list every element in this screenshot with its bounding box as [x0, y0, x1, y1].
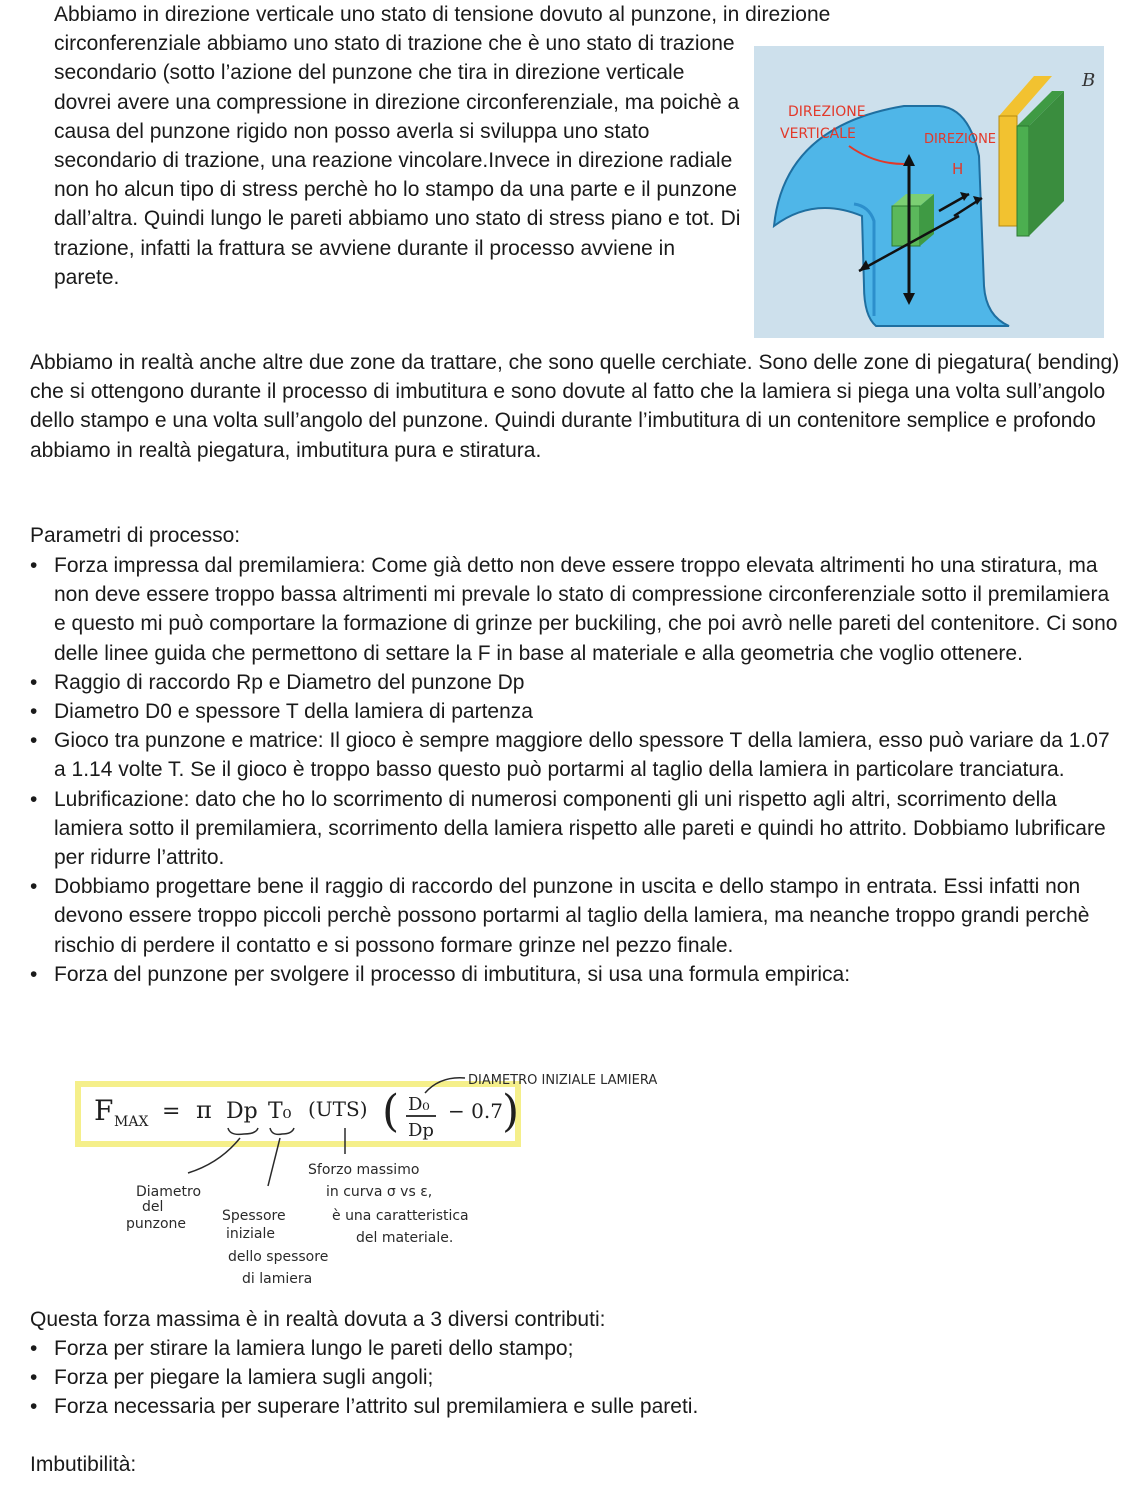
note-uts-3: è una caratteristica [332, 1208, 469, 1224]
formula-sub: MAX [114, 1114, 149, 1130]
formula-t0: T₀ [268, 1099, 292, 1124]
formula-f: F [94, 1094, 114, 1127]
formula-paren-open: ( [382, 1086, 400, 1137]
imbutibilita-heading: Imbutibilità: [30, 1453, 137, 1476]
figure-label-h: H [952, 160, 964, 178]
formula-dp: Dp [226, 1099, 258, 1124]
figure-label-vertical-1: DIREZIONE [788, 104, 866, 120]
intro-text: circonferenziale abbiamo uno stato di trazione che è uno stato di trazione secondario (sotto l’azione del punzone che tira in direzione verticale dovrei avere una compressione in direzione circonferenziale, ma poichè a causa del punzone rigido non posso averla si sviluppa uno stato secondario di trazione, una reazione vincolare.Invece in direzione radiale non ho alcun tipo di stress perchè ho lo stampo da una parte e il punzone dall’altra. Quindi lungo le pareti abbiamo uno stato di stress piano e tot. Di trazione, infatti la frattura se avviene durante il processo avviene in parete. [54, 32, 741, 289]
contrib-list [30, 1334, 1120, 1422]
list-item: • Raggio di raccordo Rp e Diametro del punzone Dp [30, 668, 1125, 697]
list-item: • Forza impressa dal premilamiera: Come già detto non deve essere troppo elevata altrimenti ho una stiratura, ma non deve essere troppo bassa altrimenti mi prevale lo stato di compressione circonferenziale sotto il premilamiera e questo mi può comportare la formazione di grinze per buckiling, che poi avrò nelle pareti del contenitore. Ci sono delle linee guida che permettono di settare la F in base al materiale e alla geometria che voglio ottenere. [30, 551, 1125, 668]
formula-frac-num: D₀ [408, 1094, 430, 1115]
formula-eq: = [162, 1099, 181, 1124]
note-dp-1: Diametro [136, 1184, 202, 1200]
intro-line-1: Abbiamo in direzione verticale uno stato di tensione dovuto al punzone, in direzione [54, 3, 831, 26]
note-uts-4: del materiale. [356, 1230, 454, 1246]
list-item: • Forza necessaria per superare l’attrito sul premilamiera e sulle pareti. [30, 1392, 1120, 1421]
figure-label-dir: DIREZIONE [924, 132, 997, 147]
params-list [30, 551, 1125, 989]
list-item: • Forza per stirare la lamiera lungo le pareti dello stampo; [30, 1334, 1120, 1363]
formula-uts: (UTS) [308, 1097, 368, 1121]
note-t0-3: dello spessore [228, 1249, 329, 1265]
list-item: • Diametro D0 e spessore T della lamiera di partenza [30, 697, 1125, 726]
note-uts-2: in curva σ vs ε, [326, 1184, 433, 1200]
note-dp-2: del [142, 1199, 164, 1215]
note-t0-2: iniziale [226, 1226, 275, 1242]
formula-minus: − 0.7 [448, 1099, 503, 1123]
formula-pi: π [196, 1096, 212, 1124]
note-dp-3: punzone [126, 1216, 187, 1232]
contrib-heading: Questa forza massima è in realtà dovuta a 3 diversi contributi: [30, 1308, 606, 1331]
figure-label-b: B [1082, 70, 1096, 91]
params-heading: Parametri di processo: [30, 524, 241, 547]
list-item: • Lubrificazione: dato che ho lo scorrimento di numerosi componenti gli uni rispetto agli altri, scorrimento della lamiera sotto il premilamiera, scorrimento della lamiera rispetto alle pareti e quindi ho attrito. Dobbiamo lubrificare per ridurre l’attrito. [30, 785, 1125, 873]
list-item: • Forza del punzone per svolgere il processo di imbutitura, si usa una formula empirica: [30, 960, 1125, 989]
bending-paragraph: Abbiamo in realtà anche altre due zone da trattare, che sono quelle cerchiate. Sono delle zone di piegatura( bending) che si ottengono durante il processo di imbutitura e sono dovute al fatto che la lamiera si piega una volta sull’angolo dello stampo e una volta sull’angolo del punzone. Quindi durante l’imbutitura di un contenitore semplice e profondo abbiamo in realtà piegatura, imbutitura pura e stiratura. [30, 351, 1120, 462]
note-t0-4: di lamiera [242, 1271, 313, 1287]
figure-svg [754, 46, 1104, 338]
note-uts-1: Sforzo massimo [308, 1162, 420, 1178]
bracket-dp [228, 1128, 258, 1134]
formula-svg [70, 1068, 750, 1298]
note-top: DIAMETRO INIZIALE LAMIERA [468, 1073, 658, 1088]
formula-paren-close: ) [502, 1086, 520, 1137]
formula-frac-den: Dp [408, 1120, 434, 1141]
punch-yellow-face [999, 116, 1017, 226]
note-t0-1: Spessore [222, 1208, 286, 1224]
list-item: • Forza per piegare la lamiera sugli angoli; [30, 1363, 1120, 1392]
list-item: • Dobbiamo progettare bene il raggio di raccordo del punzone in uscita e dello stampo in entrata. Essi infatti non devono essere troppo piccoli perchè possono portarmi al taglio della lamiera, ma neanche troppo grandi perchè rischio di perdere il contatto e si possono formare grinze nel pezzo finale. [30, 872, 1125, 960]
punch-force-formula [70, 1068, 750, 1298]
figure-label-vertical-2: VERTICALE [780, 126, 856, 142]
punch-green-face [1017, 126, 1029, 236]
intro-paragraph [54, 0, 831, 292]
list-item: • Gioco tra punzone e matrice: Il gioco è sempre maggiore dello spessore T della lamiera, esso può variare da 1.07 a 1.14 volte T. Se il gioco è troppo basso questo può portarmi al taglio della lamiera in particolare tranciatura. [30, 726, 1125, 784]
bracket-t0 [270, 1128, 294, 1134]
stress-state-figure [754, 46, 1104, 338]
